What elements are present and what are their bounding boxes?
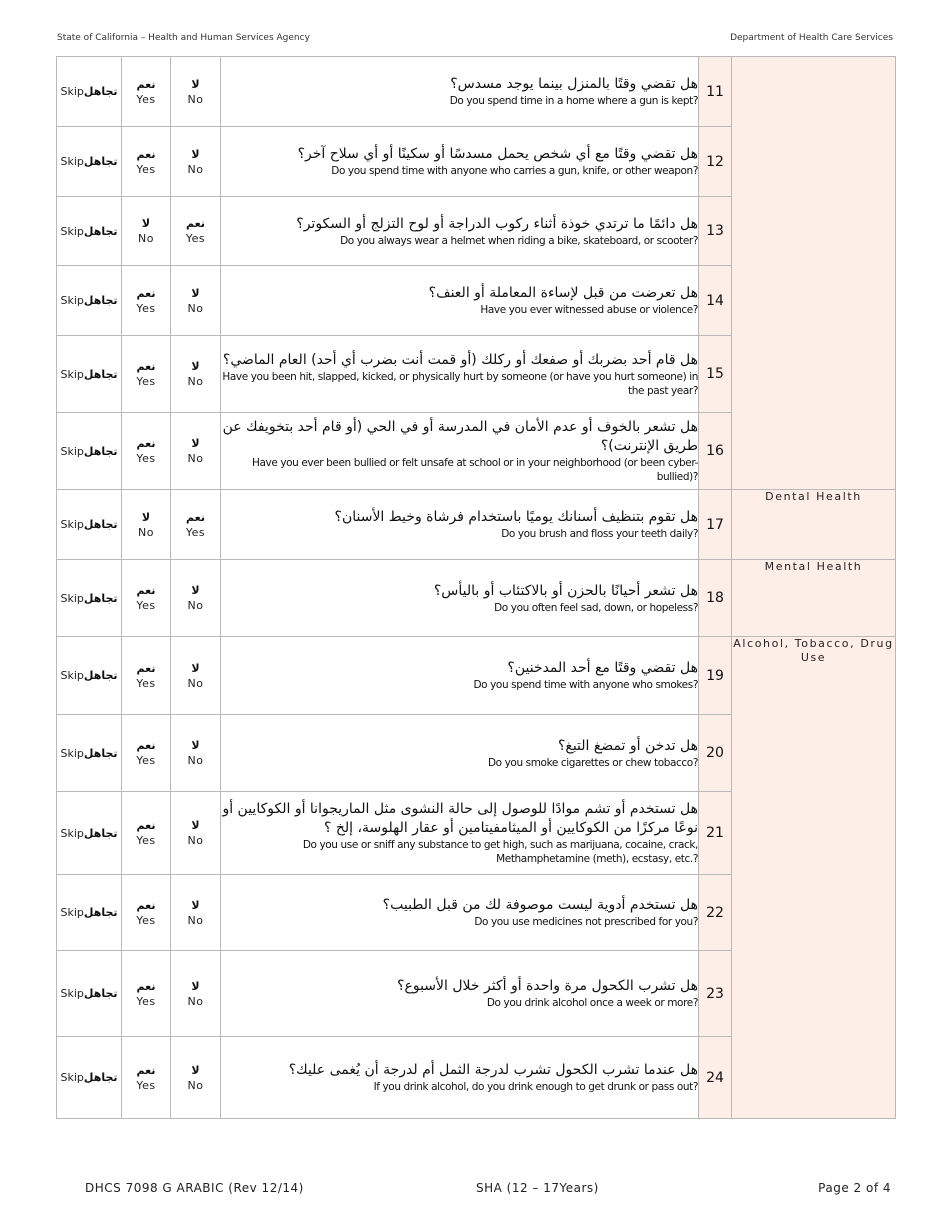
no-option[interactable]: [171, 637, 221, 715]
no-label-en: No: [138, 525, 154, 539]
question-text: [221, 413, 699, 490]
no-option[interactable]: [171, 127, 221, 197]
no-option[interactable]: [171, 57, 221, 127]
skip-label-en: Skip: [60, 1071, 84, 1084]
yes-option[interactable]: [122, 127, 171, 197]
no-option[interactable]: [171, 792, 221, 875]
question-number: 13: [699, 197, 732, 266]
questionnaire-table: [56, 56, 896, 1119]
yes-label-ar: نعم: [136, 1063, 156, 1077]
no-label-en: No: [187, 1078, 204, 1092]
question-number: 21: [699, 792, 732, 875]
question-number: 17: [699, 490, 732, 560]
question-text: [221, 875, 699, 951]
question-text: [221, 127, 699, 197]
skip-label-ar: تجاهل: [83, 294, 118, 307]
yes-option[interactable]: [171, 197, 221, 266]
no-option[interactable]: [122, 197, 171, 266]
question-number: 24: [699, 1037, 732, 1119]
question-text: [221, 951, 699, 1037]
no-label-en: No: [187, 92, 204, 106]
question-text-en: Do you brush and floss your teeth daily?: [501, 528, 698, 540]
skip-option[interactable]: [57, 127, 122, 197]
question-number: 12: [699, 127, 732, 197]
yes-label-ar: نعم: [136, 898, 156, 912]
yes-label-ar: نعم: [136, 77, 156, 91]
yes-label-en: Yes: [136, 375, 156, 388]
question-text-en: Do you drink alcohol once a week or more?: [486, 997, 698, 1009]
question-number: 22: [699, 875, 732, 951]
question-number: 15: [699, 336, 732, 413]
question-text-en: Do you often feel sad, down, or hopeless?: [494, 601, 698, 614]
no-option[interactable]: [171, 875, 221, 951]
question-text-ar: هل عندما تشرب الكحول تشرب لدرجة الثمل أم لدرجة أن يُغمى عليك؟: [288, 1062, 698, 1078]
skip-label-en: Skip: [60, 294, 84, 307]
question-number: 18: [699, 560, 732, 637]
skip-label-en: Skip: [60, 155, 84, 168]
question-row: [57, 560, 896, 637]
question-text-en: Do you spend time with anyone who smokes?: [473, 679, 698, 691]
question-number: 19: [699, 637, 732, 715]
question-text-ar: هل تشعر بالخوف أو عدم الأمان في المدرسة أو في الحي (أو قام أحد بتخويفك عن طريق الإنترنت)؟: [222, 419, 698, 454]
question-text: [221, 1037, 699, 1119]
no-label-ar: لا: [191, 360, 200, 373]
skip-option[interactable]: [57, 336, 122, 413]
yes-label-en: Yes: [136, 1078, 156, 1092]
yes-label-ar: نعم: [186, 510, 205, 524]
yes-label-en: Yes: [136, 452, 156, 465]
no-label-ar: لا: [191, 898, 200, 912]
question-text-en: Do you spend time with anyone who carries a gun, knife, or other weapon?: [331, 165, 698, 177]
no-label-ar: لا: [191, 147, 200, 161]
skip-option[interactable]: [57, 1037, 122, 1119]
skip-label-en: Skip: [60, 987, 84, 1000]
question-number: 20: [699, 715, 732, 792]
question-text-ar: هل تشرب الكحول مرة واحدة أو أكثر خلال الأسبوع؟: [397, 978, 698, 994]
yes-option[interactable]: [122, 951, 171, 1037]
skip-label-ar: تجاهل: [83, 746, 118, 760]
yes-label-en: Yes: [136, 599, 156, 612]
no-label-en: No: [138, 232, 154, 245]
no-label-en: No: [187, 834, 204, 847]
form-title: SHA (12 – 17Years): [476, 1181, 599, 1195]
skip-label-en: Skip: [60, 826, 84, 840]
skip-label-ar: تجاهل: [83, 987, 118, 1000]
skip-label-ar: تجاهل: [83, 224, 118, 238]
section-label: Dental Health: [732, 490, 896, 560]
yes-option[interactable]: [122, 637, 171, 715]
skip-option[interactable]: [57, 57, 122, 127]
question-number: 23: [699, 951, 732, 1037]
question-text: [221, 792, 699, 875]
no-option[interactable]: [171, 1037, 221, 1119]
skip-label-ar: تجاهل: [83, 155, 118, 168]
yes-label-en: Yes: [136, 913, 156, 927]
yes-option[interactable]: [122, 57, 171, 127]
skip-label-ar: تجاهل: [83, 591, 118, 605]
no-label-en: No: [187, 913, 204, 927]
questionnaire-body: [57, 57, 896, 1119]
question-text-en: Do you spend time in a home where a gun is kept?: [449, 95, 698, 107]
question-text-en: Have you ever witnessed abuse or violence?: [480, 304, 698, 316]
skip-label-en: Skip: [60, 518, 84, 531]
question-text: [221, 266, 699, 336]
question-text: [221, 490, 699, 560]
yes-label-en: Yes: [136, 754, 156, 767]
no-option[interactable]: [171, 715, 221, 792]
question-text-en: Do you use medicines not prescribed for you?: [474, 916, 698, 928]
yes-label-ar: نعم: [136, 584, 156, 597]
yes-option[interactable]: [122, 336, 171, 413]
skip-option[interactable]: [57, 560, 122, 637]
no-option[interactable]: [171, 266, 221, 336]
yes-label-en: Yes: [136, 834, 156, 847]
no-option[interactable]: [171, 413, 221, 490]
yes-label-ar: نعم: [136, 147, 156, 161]
no-option[interactable]: [171, 336, 221, 413]
question-text-ar: هل تستخدم أدوية ليست موصوفة لك من قبل الطبيب؟: [382, 897, 698, 913]
skip-label-en: Skip: [60, 906, 84, 919]
skip-label-ar: تجاهل: [83, 518, 118, 531]
no-label-ar: لا: [191, 286, 200, 300]
skip-label-ar: تجاهل: [83, 367, 118, 381]
question-row: [57, 57, 896, 127]
yes-option[interactable]: [122, 875, 171, 951]
question-text: [221, 197, 699, 266]
question-text-en: Do you use or sniff any substance to get high, such as marijuana, cocaine, crack, Methamphetamine (meth), ecstasy, etc.?: [302, 839, 698, 865]
yes-option[interactable]: [122, 560, 171, 637]
section-label: Alcohol, Tobacco, Drug Use: [732, 637, 896, 1119]
yes-option[interactable]: [122, 715, 171, 792]
question-text: [221, 336, 699, 413]
yes-label-ar: نعم: [186, 217, 205, 230]
no-label-en: No: [187, 994, 204, 1008]
yes-label-en: Yes: [136, 994, 156, 1008]
question-number: 16: [699, 413, 732, 490]
no-label-ar: لا: [191, 739, 200, 752]
no-label-ar: لا: [191, 584, 200, 597]
yes-label-en: Yes: [136, 301, 156, 315]
question-text: [221, 560, 699, 637]
header-agency: State of California – Health and Human Services Agency: [57, 33, 310, 43]
no-label-ar: لا: [191, 1063, 200, 1077]
yes-label-en: Yes: [136, 676, 156, 690]
header-department: Department of Health Care Services: [730, 33, 893, 43]
no-label-ar: لا: [191, 979, 200, 993]
no-label-en: No: [187, 754, 204, 767]
yes-label-en: Yes: [136, 92, 156, 106]
skip-option[interactable]: [57, 266, 122, 336]
no-label-en: No: [187, 375, 204, 388]
question-text-en: Have you ever been bullied or felt unsafe at school or in your neighborhood (or been cyber-bullied)?: [252, 457, 698, 483]
question-text-ar: هل قام أحد بضربك أو صفعك أو ركلك (أو قمت أنت بضرب أي أحد) العام الماضي؟: [222, 351, 698, 368]
section-label: [732, 57, 896, 490]
no-option[interactable]: [122, 490, 171, 560]
question-number: 14: [699, 266, 732, 336]
skip-option[interactable]: [57, 637, 122, 715]
yes-label-ar: نعم: [136, 979, 156, 993]
skip-label-en: Skip: [60, 669, 84, 682]
no-label-ar: لا: [141, 510, 151, 524]
question-text-ar: هل تقوم بتنظيف أسنانك يوميًا باستخدام فرشاة وخيط الأسنان؟: [334, 509, 698, 525]
question-text-ar: هل تقضي وقتًا مع أي شخص يحمل مسدسًا أو سكينًا أو أي سلاح آخر؟: [297, 146, 698, 162]
question-row: [57, 490, 896, 560]
question-text: [221, 57, 699, 127]
question-text-en: If you drink alcohol, do you drink enough to get drunk or pass out?: [373, 1081, 698, 1093]
question-text-ar: هل دائمًا ما ترتدي خوذة أثناء ركوب الدراجة أو لوح التزلج أو السكوتر؟: [296, 215, 698, 232]
yes-label-en: Yes: [136, 162, 156, 176]
skip-label-en: Skip: [60, 85, 84, 98]
yes-option[interactable]: [122, 792, 171, 875]
yes-label-ar: نعم: [136, 437, 156, 450]
yes-option[interactable]: [122, 266, 171, 336]
skip-label-ar: تجاهل: [83, 1071, 118, 1084]
yes-label-ar: نعم: [136, 286, 156, 300]
question-text-ar: هل تعرضت من قبل لإساءة المعاملة أو العنف؟: [428, 285, 698, 301]
yes-option[interactable]: [171, 490, 221, 560]
skip-label-en: Skip: [60, 591, 84, 605]
yes-label-ar: نعم: [136, 661, 156, 675]
skip-option[interactable]: [57, 792, 122, 875]
question-text-ar: هل تدخن أو تمضغ التبغ؟: [557, 737, 698, 754]
question-text-en: Do you smoke cigarettes or chew tobacco?: [487, 756, 698, 769]
no-label-ar: لا: [141, 217, 151, 230]
yes-option[interactable]: [122, 413, 171, 490]
question-text-ar: هل تقضي وقتًا بالمنزل بينما يوجد مسدس؟: [450, 76, 698, 92]
no-option[interactable]: [171, 560, 221, 637]
no-label-ar: لا: [191, 661, 200, 675]
form-id: DHCS 7098 G ARABIC (Rev 12/14): [85, 1181, 304, 1195]
question-text-en: Do you always wear a helmet when riding a bike, skateboard, or scooter?: [340, 234, 698, 247]
section-label: Mental Health: [732, 560, 896, 637]
yes-label-ar: نعم: [136, 360, 156, 373]
yes-option[interactable]: [122, 1037, 171, 1119]
skip-label-ar: تجاهل: [83, 444, 118, 458]
no-label-ar: لا: [191, 819, 200, 832]
question-text-ar: هل تستخدم أو تشم موادًا للوصول إلى حالة النشوى مثل الماريجوانا أو الكوكايين أو نوعًا مركزًا من الكوكايين أو الميثامفيتامين أو عقار الهلوسة، إلخ ؟: [222, 801, 698, 836]
skip-option[interactable]: [57, 875, 122, 951]
question-text: [221, 715, 699, 792]
no-option[interactable]: [171, 951, 221, 1037]
no-label-en: No: [187, 452, 204, 465]
question-number: 11: [699, 57, 732, 127]
no-label-en: No: [187, 599, 204, 612]
yes-label-en: Yes: [185, 232, 206, 245]
skip-label-en: Skip: [60, 746, 84, 760]
no-label-en: No: [187, 676, 204, 690]
skip-label-ar: تجاهل: [83, 826, 118, 840]
question-text-ar: هل تشعر أحيانًا بالحزن أو بالاكتئاب أو باليأس؟: [433, 582, 698, 599]
yes-label-ar: نعم: [136, 819, 156, 832]
no-label-en: No: [187, 301, 204, 315]
yes-label-en: Yes: [185, 525, 206, 539]
skip-option[interactable]: [57, 951, 122, 1037]
no-label-ar: لا: [191, 437, 200, 450]
no-label-en: No: [187, 162, 204, 176]
question-row: [57, 637, 896, 715]
skip-label-ar: تجاهل: [83, 669, 118, 682]
skip-option[interactable]: [57, 197, 122, 266]
skip-option[interactable]: [57, 490, 122, 560]
yes-label-ar: نعم: [136, 739, 156, 752]
skip-label-ar: تجاهل: [83, 85, 118, 98]
no-label-ar: لا: [191, 77, 200, 91]
question-text-ar: هل تقضي وقتًا مع أحد المدخنين؟: [507, 660, 698, 676]
skip-label-en: Skip: [60, 224, 84, 238]
skip-label-ar: تجاهل: [83, 906, 118, 919]
skip-option[interactable]: [57, 413, 122, 490]
page-number: Page 2 of 4: [818, 1181, 891, 1195]
skip-label-en: Skip: [60, 444, 84, 458]
question-text-en: Have you been hit, slapped, kicked, or physically hurt by someone (or have you hurt someone) in the past year?: [222, 370, 698, 397]
skip-option[interactable]: [57, 715, 122, 792]
question-text: [221, 637, 699, 715]
skip-label-en: Skip: [60, 367, 84, 381]
